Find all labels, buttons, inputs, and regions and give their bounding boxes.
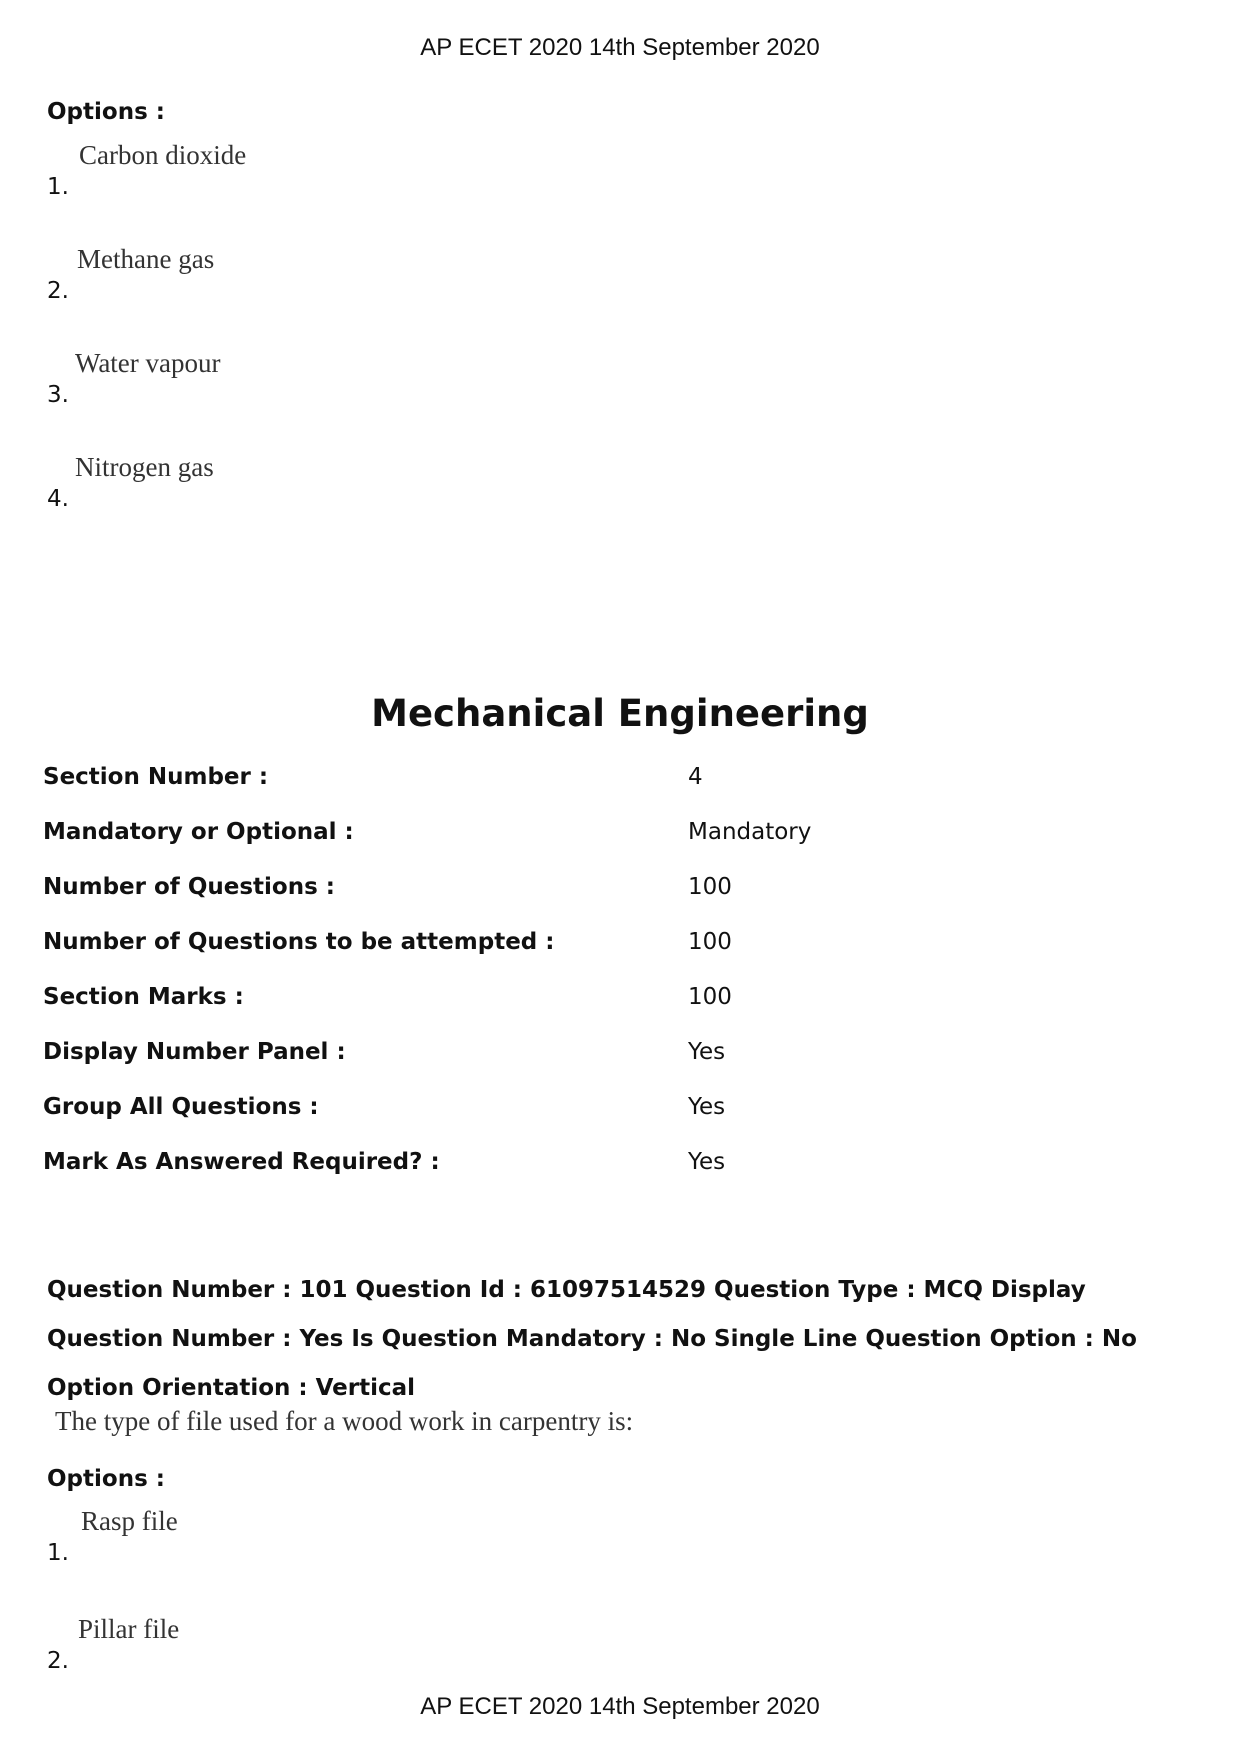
question-meta: Question Number : 101 Question Id : 61097514529 Question Type : MCQ Display Question Number : Yes Is Question Mandatory : No Single Line Question Option : No Option Orientation : Vertical	[47, 1277, 1137, 1401]
section-info-value: Mandatory	[688, 819, 812, 845]
section-info-row	[43, 1149, 1193, 1189]
section-info-key: Number of Questions to be attempted :	[43, 929, 555, 955]
section-info-row	[43, 874, 1193, 914]
page-header: AP ECET 2020 14th September 2020	[420, 34, 820, 61]
section-info-value: 100	[688, 874, 732, 900]
option-text: Nitrogen gas	[75, 452, 214, 482]
section-info-value: 100	[688, 984, 732, 1010]
section-info-row	[43, 929, 1193, 969]
section-info-key: Section Marks :	[43, 984, 244, 1010]
section-info-key: Number of Questions :	[43, 874, 335, 900]
option-number: 1.	[47, 1540, 69, 1566]
section-info-row	[43, 1039, 1193, 1079]
section-info-key: Mark As Answered Required? :	[43, 1149, 440, 1175]
option-number: 2.	[47, 278, 69, 304]
section-info-key: Group All Questions :	[43, 1094, 319, 1120]
question-text: The type of file used for a wood work in carpentry is:	[55, 1406, 634, 1436]
section-title: Mechanical Engineering	[371, 692, 869, 735]
section-info-key: Section Number :	[43, 764, 269, 790]
option-number: 4.	[47, 486, 69, 512]
options-label: Options :	[47, 99, 165, 125]
options-label: Options :	[47, 1466, 165, 1492]
option-text: Carbon dioxide	[79, 140, 247, 170]
section-info-row	[43, 764, 1193, 804]
section-info-value: 4	[688, 764, 703, 790]
option-text: Water vapour	[75, 348, 221, 378]
option-number: 2.	[47, 1648, 69, 1674]
section-info-key: Mandatory or Optional :	[43, 819, 354, 845]
option-number: 1.	[47, 174, 69, 200]
section-info-row	[43, 819, 1193, 859]
page-footer: AP ECET 2020 14th September 2020	[420, 1693, 820, 1720]
section-info-row	[43, 1094, 1193, 1134]
option-text: Rasp file	[81, 1506, 178, 1536]
section-info-value: Yes	[688, 1149, 726, 1175]
section-info-key: Display Number Panel :	[43, 1039, 346, 1065]
section-info-row	[43, 984, 1193, 1024]
option-text: Pillar file	[78, 1614, 180, 1644]
option-number: 3.	[47, 382, 69, 408]
section-info-value: Yes	[688, 1094, 726, 1120]
section-info-value: Yes	[688, 1039, 726, 1065]
option-text: Methane gas	[77, 244, 215, 274]
section-info-value: 100	[688, 929, 732, 955]
